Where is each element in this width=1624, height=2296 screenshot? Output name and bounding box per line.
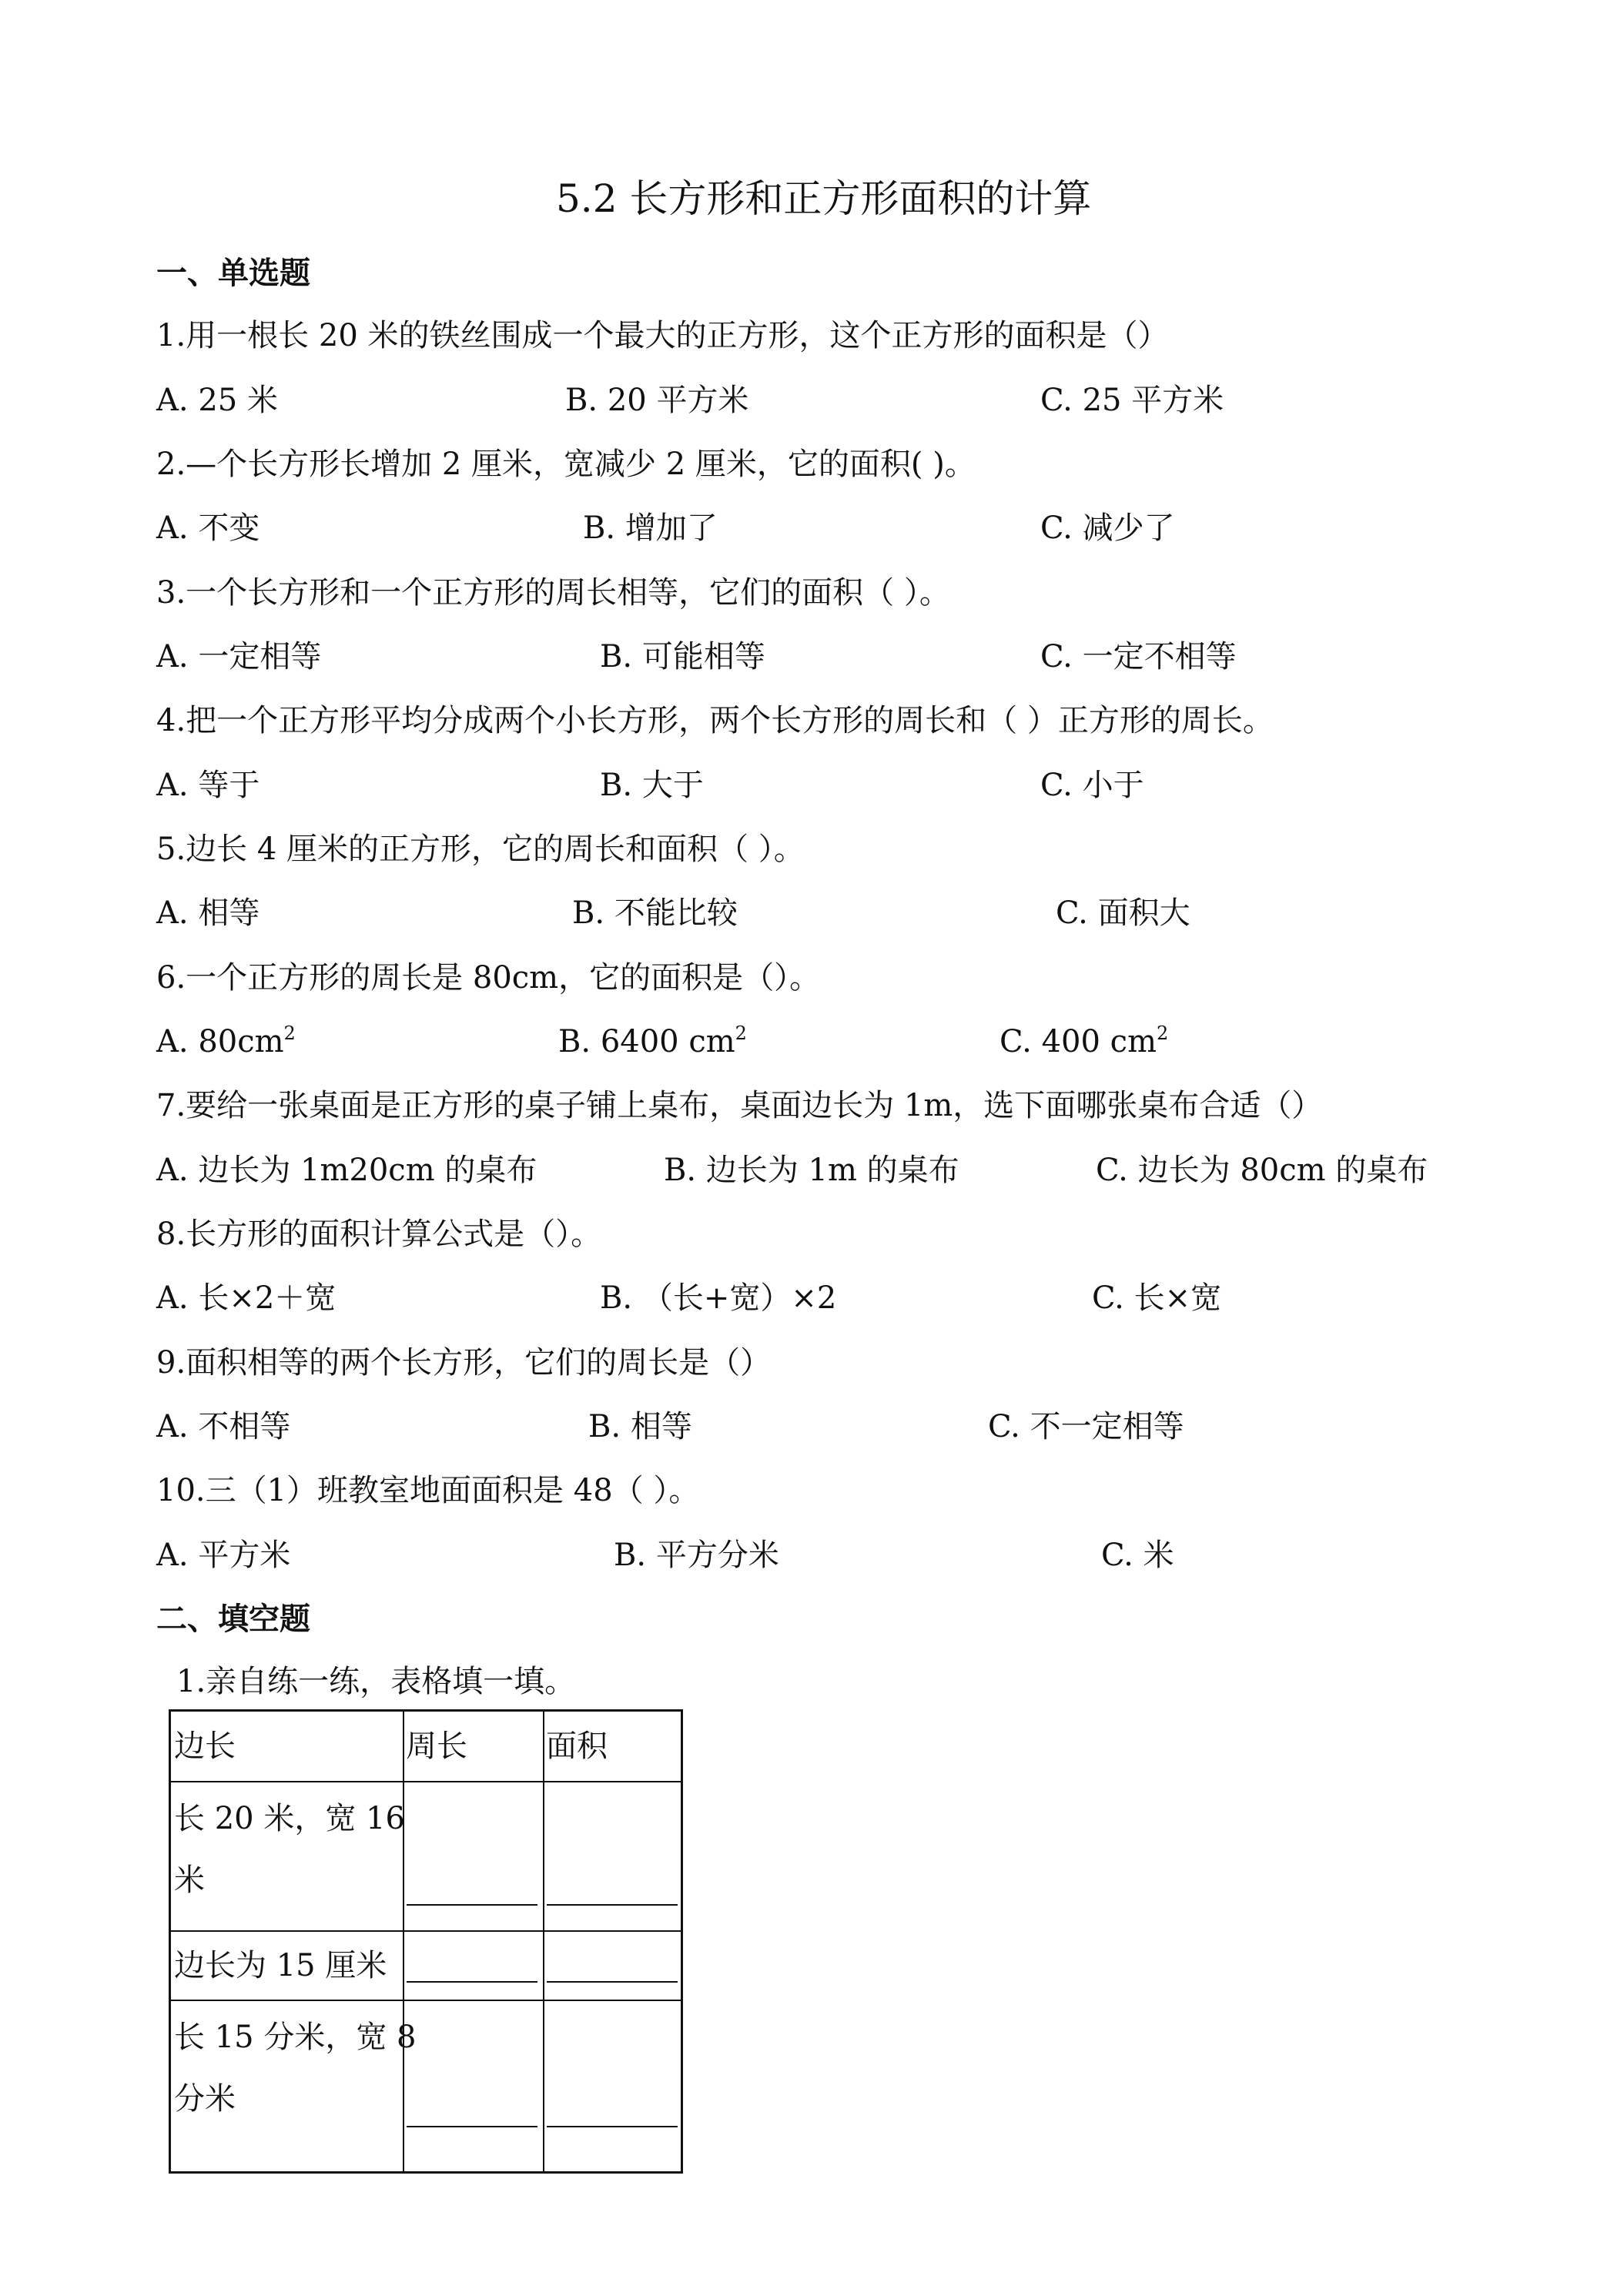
question-1-option-a: A. 25 米 — [156, 383, 278, 418]
question-3-option-b: B. 可能相等 — [600, 639, 765, 674]
question-5-option-c: C. 面积大 — [1056, 895, 1190, 931]
question-4-option-b: B. 大于 — [600, 768, 704, 803]
question-9-option-b: B. 相等 — [588, 1409, 692, 1444]
table-row-1-line-2: 米 — [174, 1863, 205, 1898]
answer-blank-perimeter-3[interactable] — [407, 2126, 537, 2127]
superscript-2: 2 — [283, 1022, 296, 1044]
table-row-1-line-1: 长 20 米，宽 16 — [174, 1801, 405, 1836]
table-row-divider — [171, 1781, 681, 1782]
question-5-option-a: A. 相等 — [156, 895, 260, 931]
question-8-option-a: A. 长×2＋宽 — [156, 1280, 337, 1316]
question-4: 4.把一个正方形平均分成两个小长方形，两个长方形的周长和（ ）正方形的周长。 — [156, 703, 1274, 738]
section-heading-single-choice: 一、单选题 — [156, 256, 310, 291]
table-header-side: 边长 — [174, 1729, 236, 1764]
table-header-perimeter: 周长 — [406, 1729, 467, 1764]
question-2-option-c: C. 减少了 — [1040, 510, 1175, 546]
question-10-option-a: A. 平方米 — [156, 1538, 291, 1573]
table-row-divider — [171, 1930, 681, 1932]
question-2-option-b: B. 增加了 — [583, 510, 718, 546]
question-4-option-a: A. 等于 — [156, 768, 260, 803]
page-title: 5.2 长方形和正方形面积的计算 — [556, 176, 1092, 221]
question-3-option-c: C. 一定不相等 — [1040, 639, 1237, 674]
question-8-option-c: C. 长×宽 — [1092, 1280, 1222, 1316]
question-6-option-b — [558, 1022, 747, 1059]
answer-blank-perimeter-1[interactable] — [407, 1904, 537, 1906]
section-heading-fill-in: 二、填空题 — [156, 1602, 310, 1637]
question-6: 6.一个正方形的周长是 80cm，它的面积是（）。 — [156, 960, 821, 996]
fill-table — [169, 1709, 683, 2174]
answer-blank-area-2[interactable] — [547, 1981, 678, 1983]
question-2-option-a: A. 不变 — [156, 510, 260, 546]
question-8-option-b: B. （长+宽）×2 — [600, 1280, 837, 1316]
question-10: 10.三（1）班教室地面面积是 48（ ）。 — [156, 1473, 700, 1508]
superscript-2: 2 — [735, 1022, 747, 1044]
question-5-option-b: B. 不能比较 — [572, 895, 738, 931]
question-7-option-c: C. 边长为 80cm 的桌布 — [1096, 1153, 1428, 1188]
question-9-option-c: C. 不一定相等 — [988, 1409, 1184, 1444]
question-6-option-a — [156, 1022, 296, 1059]
question-1: 1.用一根长 20 米的铁丝围成一个最大的正方形，这个正方形的面积是（） — [156, 318, 1169, 353]
question-10-option-c: C. 米 — [1101, 1538, 1174, 1573]
question-7: 7.要给一张桌面是正方形的桌子铺上桌布，桌面边长为 1m，选下面哪张桌布合适（） — [156, 1088, 1323, 1123]
question-1-option-c: C. 25 平方米 — [1040, 383, 1224, 418]
question-7-option-a: A. 边长为 1m20cm 的桌布 — [156, 1153, 537, 1188]
question-4-option-c: C. 小于 — [1040, 768, 1144, 803]
question-9: 9.面积相等的两个长方形，它们的周长是（） — [156, 1345, 772, 1381]
question-6-option-c — [1000, 1022, 1169, 1059]
table-row-divider — [171, 2000, 681, 2001]
table-row-2-line-1: 边长为 15 厘米 — [174, 1948, 387, 1983]
table-header-area: 面积 — [546, 1729, 608, 1764]
answer-blank-area-3[interactable] — [547, 2126, 678, 2127]
option-a-text: A. 80cm — [156, 1024, 284, 1059]
question-3: 3.一个长方形和一个正方形的周长相等，它们的面积（ ）。 — [156, 575, 950, 611]
superscript-2: 2 — [1157, 1022, 1169, 1044]
answer-blank-perimeter-2[interactable] — [407, 1981, 537, 1983]
option-c-text: C. 400 cm — [1000, 1024, 1157, 1059]
question-2: 2.—个长方形长增加 2 厘米，宽减少 2 厘米，它的面积( )。 — [156, 447, 976, 482]
question-9-option-a: A. 不相等 — [156, 1409, 291, 1444]
fill-question-1: 1.亲自练一练，表格填一填。 — [176, 1664, 576, 1699]
answer-blank-area-1[interactable] — [547, 1904, 678, 1906]
table-row-3-line-2: 分米 — [174, 2081, 236, 2117]
question-7-option-b: B. 边长为 1m 的桌布 — [664, 1153, 959, 1188]
question-1-option-b: B. 20 平方米 — [565, 383, 749, 418]
question-3-option-a: A. 一定相等 — [156, 639, 322, 674]
question-5: 5.边长 4 厘米的正方形，它的周长和面积（ ）。 — [156, 832, 805, 867]
question-10-option-b: B. 平方分米 — [614, 1538, 779, 1573]
question-8: 8.长方形的面积计算公式是（）。 — [156, 1217, 602, 1252]
table-row-3-line-1: 长 15 分米，宽 8 — [174, 2020, 417, 2055]
option-b-text: B. 6400 cm — [558, 1024, 735, 1059]
